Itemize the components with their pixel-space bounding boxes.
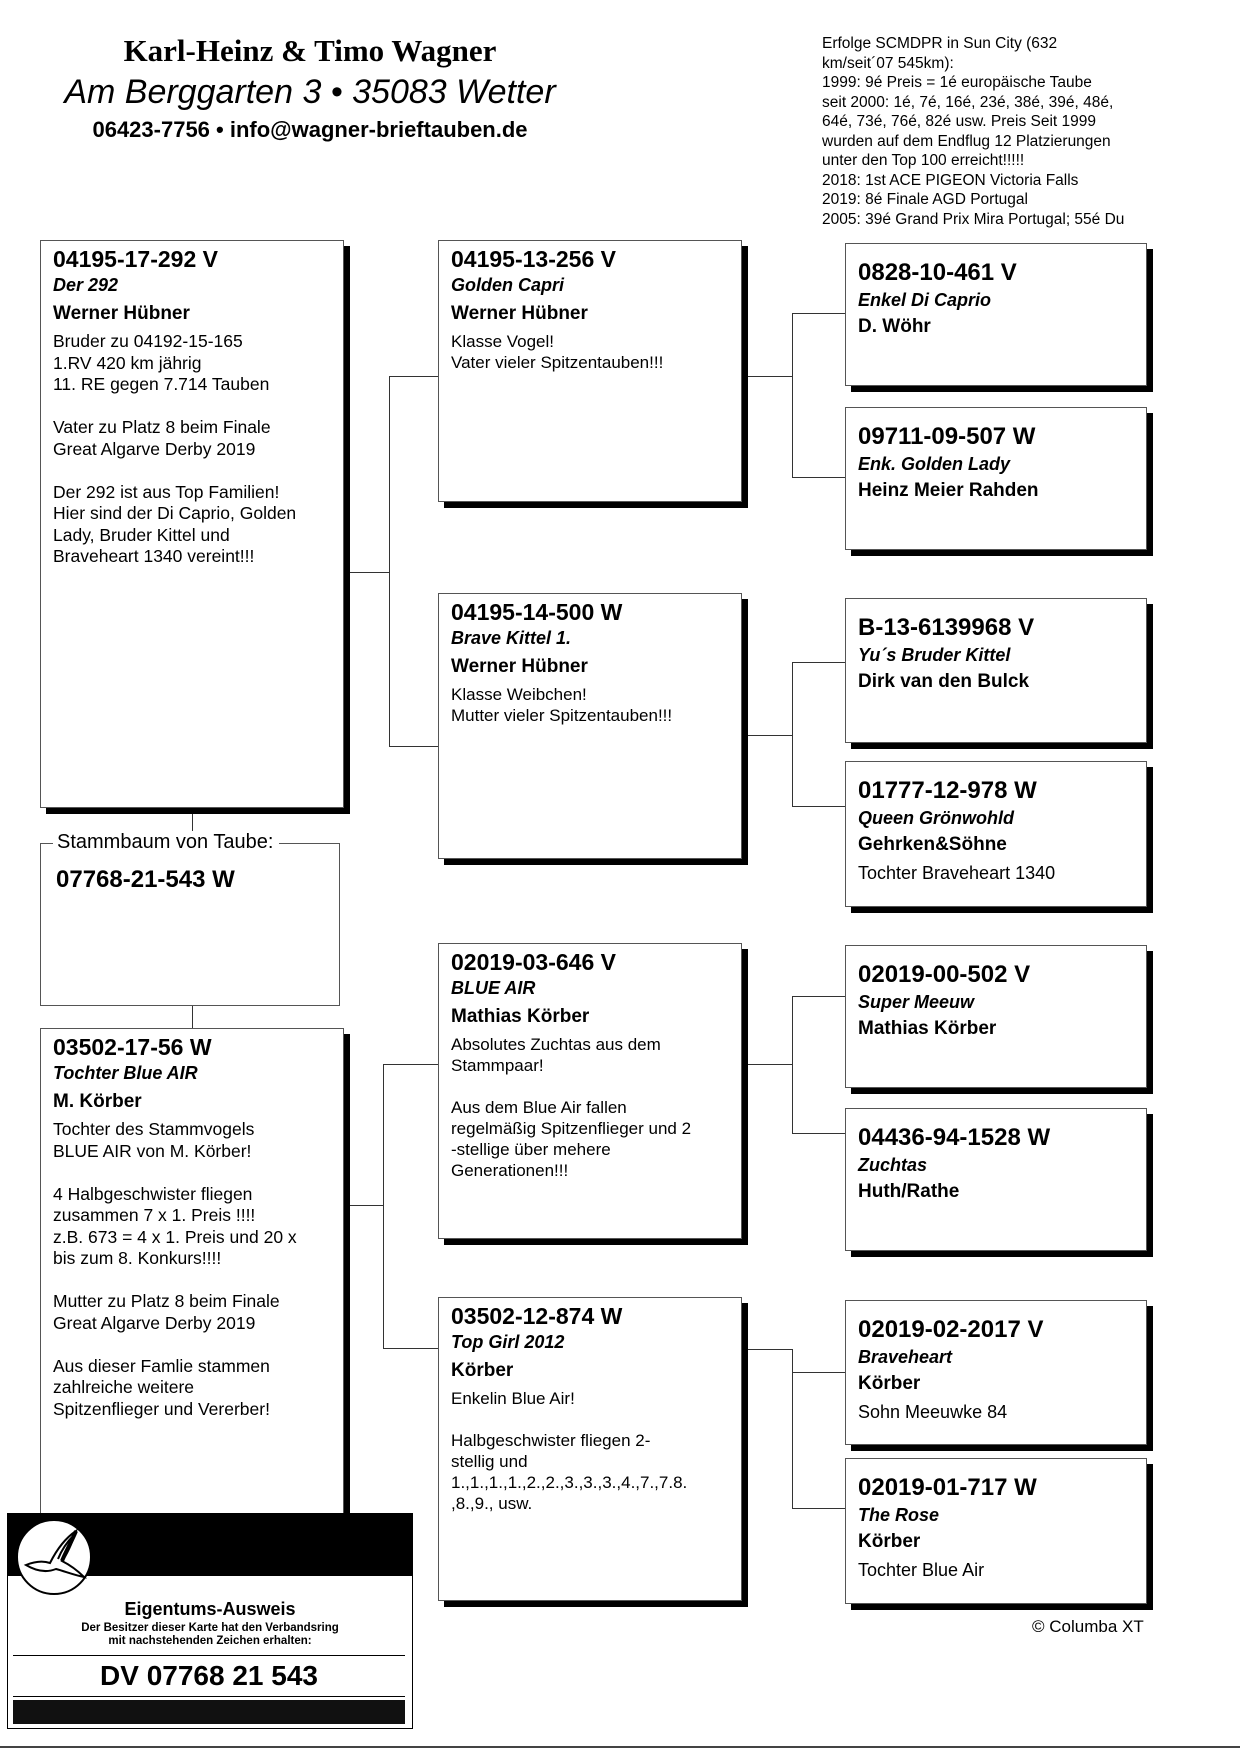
certificate-text-line: Der Besitzer dieser Karte hat den Verbandsring <box>81 1622 339 1634</box>
connector-line <box>792 662 845 663</box>
great-grandparent-card[interactable] <box>845 1108 1147 1251</box>
connector-line <box>383 1064 438 1065</box>
great-grandparent-card[interactable] <box>845 598 1147 743</box>
breeder: Dirk van den Bulck <box>858 671 1030 692</box>
breeder: Werner Hübner <box>451 303 588 324</box>
connector-line <box>748 1349 792 1350</box>
pigeon-notes: Enkelin Blue Air! Halbgeschwister fliegen 2- stellig und 1.,1.,1.,1.,2.,2.,3.,3.,3.,4.,7.,7.8. ,8.,9., usw. <box>451 1389 688 1513</box>
achievement-line: unter den Top 100 erreicht!!!!! <box>822 152 1025 169</box>
pigeon-name: Der 292 <box>53 275 119 295</box>
pigeon-name: Brave Kittel 1. <box>451 628 572 648</box>
subject-pigeon-panel <box>40 831 340 1006</box>
achievement-line: 2018: 1st ACE PIGEON Victoria Falls <box>822 171 1079 189</box>
connector-line <box>792 1372 845 1373</box>
pigeon-name: Enkel Di Caprio <box>858 290 992 310</box>
connector-line <box>792 313 845 314</box>
achievement-line: 1999: 9é Preis = 1é europäische Taube <box>822 74 1092 91</box>
achievement-line: Erfolge SCMDPR in Sun City (632 <box>822 35 1058 52</box>
great-grandparent-card[interactable] <box>845 945 1147 1088</box>
achievement-line: seit 2000: 1é, 7é, 16é, 23é, 38é, 39é, 48é, <box>822 93 1114 111</box>
ring-number: 04195-17-292 V <box>53 246 218 272</box>
connector-line <box>192 1006 193 1028</box>
connector-line <box>383 1348 438 1349</box>
connector-line <box>792 996 845 997</box>
connector-line <box>383 1064 384 1348</box>
connector-line <box>792 313 793 477</box>
achievement-line: 2019: 8é Finale AGD Portugal <box>822 191 1028 208</box>
ring-number: 02019-03-646 V <box>451 949 616 975</box>
pigeon-notes: Tochter Braveheart 1340 <box>858 863 1056 883</box>
connector-line <box>748 376 792 377</box>
pigeon-name: Tochter Blue AIR <box>53 1063 198 1083</box>
pigeon-name: Golden Capri <box>451 275 565 295</box>
breeder: Körber <box>858 1373 921 1394</box>
great-grandparent-card[interactable] <box>845 407 1147 550</box>
ring-number: 02019-00-502 V <box>858 961 1031 988</box>
pigeon-name: BLUE AIR <box>451 978 536 998</box>
pigeon-notes: Absolutes Zuchtas aus dem Stammpaar! Aus dem Blue Air fallen regelmäßig Spitzenflieger und 2 -stellige über mehere Generationen!!! <box>451 1035 692 1180</box>
certificate-barcode-bar <box>13 1700 405 1724</box>
ring-number: 03502-17-56 W <box>53 1034 212 1060</box>
ring-number: 0828-10-461 V <box>858 259 1017 286</box>
certificate-text <box>8 1622 412 1648</box>
pigeon-name: Super Meeuw <box>858 992 975 1012</box>
pigeon-name: Top Girl 2012 <box>451 1332 565 1352</box>
connector-line <box>792 1349 793 1372</box>
breeder: Heinz Meier Rahden <box>858 480 1039 501</box>
pigeon-notes: Tochter des Stammvogels BLUE AIR von M. Körber! 4 Halbgeschwister fliegen zusammen 7 x 1. Preis !!!! z.B. 673 = 4 x 1. Preis und 20 x bis zum 8. Konkurs!!!! Mutter zu Platz 8 beim Finale Great Algarve Derby 2019 Aus dieser Famlie stammen zahlreiche weitere Spitzenflieger und Vererber! <box>53 1119 297 1419</box>
ring-number: 04436-94-1528 W <box>858 1124 1051 1151</box>
pigeon-name: Queen Grönwohld <box>858 808 1014 828</box>
grandparent-card[interactable] <box>438 1297 742 1601</box>
achievement-line: wurden auf dem Endflug 12 Platzierungen <box>822 132 1111 150</box>
breeder: Mathias Körber <box>858 1018 997 1039</box>
ring-number: 01777-12-978 W <box>858 777 1037 804</box>
grandparent-card[interactable] <box>438 240 742 502</box>
ring-number: 02019-02-2017 V <box>858 1316 1044 1343</box>
subject-ring-number: 07768-21-543 W <box>56 866 235 893</box>
pigeon-notes: Tochter Blue Air <box>858 1560 985 1580</box>
connector-line <box>792 806 845 807</box>
connector-line <box>792 1372 793 1508</box>
copyright-notice: © Columba XT <box>1032 1617 1144 1636</box>
achievement-line: 64é, 73é, 76é, 82é usw. Preis Seit 1999 <box>822 113 1097 130</box>
page-bottom-rule <box>0 1746 1240 1748</box>
connector-line <box>389 376 390 746</box>
breeder: Körber <box>451 1360 514 1381</box>
breeder: D. Wöhr <box>858 316 931 337</box>
breeder: Gehrken&Söhne <box>858 834 1007 855</box>
great-grandparent-card[interactable] <box>845 1458 1147 1604</box>
pigeon-notes: Klasse Weibchen! Mutter vieler Spitzentauben!!! <box>451 685 673 725</box>
pigeon-name: Enk. Golden Lady <box>858 454 1011 474</box>
ring-number: 04195-14-500 W <box>451 599 623 625</box>
certificate-title: Eigentums-Ausweis <box>124 1599 296 1619</box>
breeder: Körber <box>858 1531 921 1552</box>
pigeon-name: Braveheart <box>858 1347 953 1367</box>
breeder: Werner Hübner <box>53 303 190 324</box>
achievement-line: 2005: 39é Grand Prix Mira Portugal; 55é Du <box>822 210 1125 228</box>
ring-number: 02019-01-717 W <box>858 1474 1037 1501</box>
connector-line <box>792 1133 845 1134</box>
pigeon-logo-icon <box>16 1519 92 1595</box>
connector-line <box>748 735 792 736</box>
connector-line <box>792 1508 845 1509</box>
grandparent-card[interactable] <box>438 593 742 859</box>
breeder-contact: 06423-7756 • info@wagner-brieftauben.de <box>92 117 528 142</box>
dam-card[interactable] <box>40 1028 344 1588</box>
ring-number: 04195-13-256 V <box>451 246 616 272</box>
pigeon-name: Zuchtas <box>858 1155 928 1175</box>
breeder: Mathias Körber <box>451 1006 590 1027</box>
pigeon-name: The Rose <box>858 1505 940 1525</box>
grandparent-card[interactable] <box>438 943 742 1239</box>
connector-line <box>389 376 438 377</box>
breeder-address: Am Berggarten 3 • 35083 Wetter <box>64 73 556 111</box>
breeder: Werner Hübner <box>451 656 588 677</box>
breeder-name: Karl-Heinz & Timo Wagner <box>123 33 497 68</box>
pigeon-name: Yu´s Bruder Kittel <box>858 645 1011 665</box>
connector-line <box>792 996 793 1133</box>
achievements-block <box>822 34 1240 229</box>
great-grandparent-card[interactable] <box>845 1300 1147 1445</box>
achievement-line: km/seit´07 545km): <box>822 54 954 72</box>
great-grandparent-card[interactable] <box>845 243 1147 386</box>
pigeon-notes: Bruder zu 04192-15-165 1.RV 420 km jährig 11. RE gegen 7.714 Tauben Vater zu Platz 8 beim Finale Great Algarve Derby 2019 Der 292 ist aus Top Familien! Hier sind der Di Caprio, Golden Lady, Bruder Kittel und Braveheart 1340 vereint!!! <box>53 331 297 566</box>
breeder: M. Körber <box>53 1091 142 1112</box>
connector-line <box>389 746 438 747</box>
connector-line <box>350 1205 383 1206</box>
ring-number: 03502-12-874 W <box>451 1303 623 1329</box>
sire-card[interactable] <box>40 240 344 808</box>
ring-number: B-13-6139968 V <box>858 614 1035 641</box>
certificate-text-line: mit nachstehenden Zeichen erhalten: <box>108 1635 312 1647</box>
ownership-certificate <box>7 1513 413 1729</box>
great-grandparent-card[interactable] <box>845 761 1147 907</box>
connector-line <box>748 1064 792 1065</box>
connector-line <box>792 477 845 478</box>
subject-legend: Stammbaum von Taube: <box>53 831 279 854</box>
certificate-ring-number: DV 07768 21 543 <box>13 1655 405 1697</box>
pigeon-notes: Klasse Vogel! Vater vieler Spitzentauben!!! <box>451 332 664 372</box>
breeder: Huth/Rathe <box>858 1181 960 1202</box>
ring-number: 09711-09-507 W <box>858 423 1036 450</box>
connector-line <box>350 572 389 573</box>
pigeon-notes: Sohn Meeuwke 84 <box>858 1402 1008 1422</box>
connector-line <box>792 662 793 806</box>
